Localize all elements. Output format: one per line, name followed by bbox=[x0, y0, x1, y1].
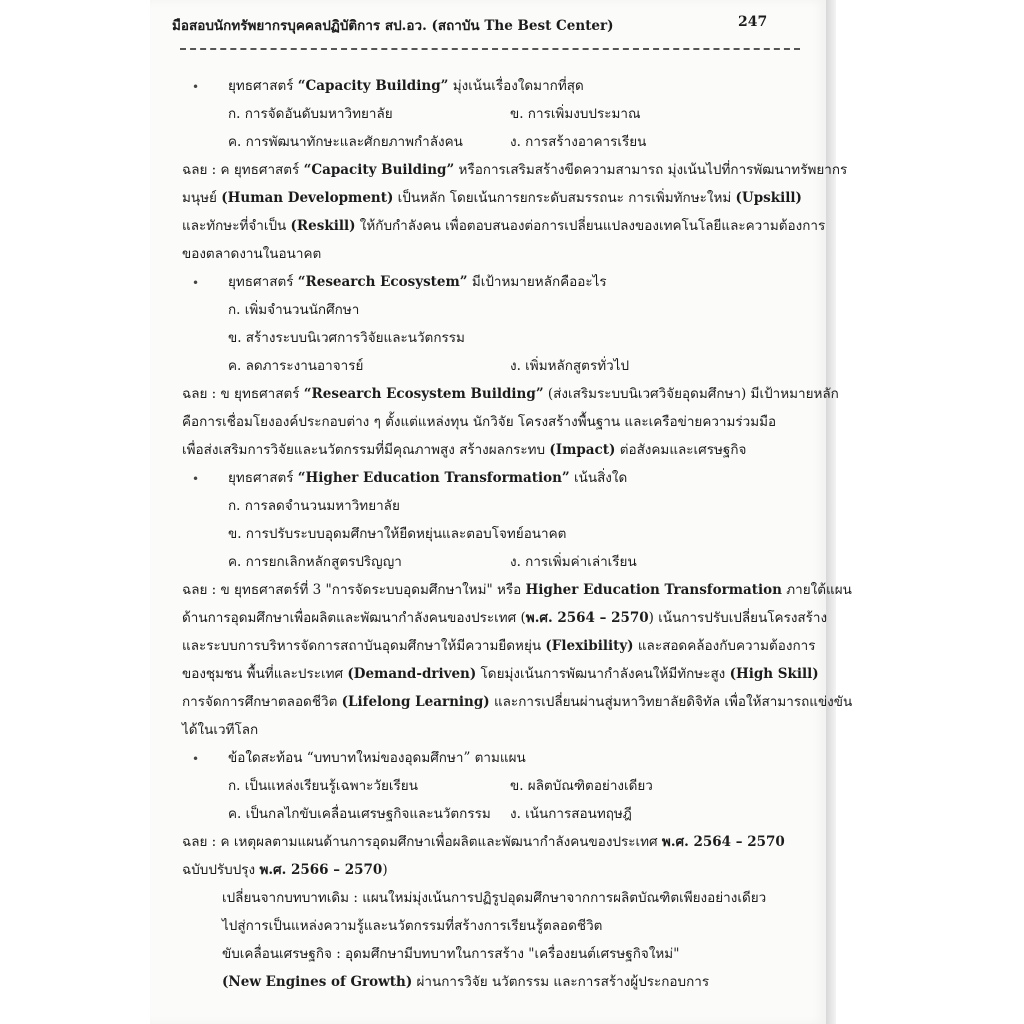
question-3-answer-line-3: และระบบการบริหารจัดการสถาบันอุดมศึกษาให้มีความยืดหยุ่น (Flexibility) และสอดคล้องกับความต้องการ bbox=[182, 638, 816, 654]
header-divider bbox=[180, 48, 800, 50]
question-marker-icon: • bbox=[192, 472, 200, 486]
question-2-option-c: ค. ลดภาระงานอาจารย์ bbox=[228, 358, 364, 374]
question-4-point-2: ไปสู่การเป็นแหล่งความรู้และนวัตกรรมที่สร้างการเรียนรู้ตลอดชีวิต bbox=[222, 918, 603, 934]
question-3-option-c: ค. การยกเลิกหลักสูตรปริญญา bbox=[228, 554, 402, 570]
page-number: 247 bbox=[738, 14, 768, 30]
question-4-answer-line-2: ฉบับปรับปรุง พ.ศ. 2566 – 2570) bbox=[182, 862, 388, 878]
question-3-answer-line-4: ของชุมชน พื้นที่และประเทศ (Demand-driven) โดยมุ่งเน้นการพัฒนากำลังคนให้มีทักษะสูง (High Skill) bbox=[182, 666, 819, 682]
question-1-answer-line-2: มนุษย์ (Human Development) เป็นหลัก โดยเน้นการยกระดับสมรรถนะ การเพิ่มทักษะใหม่ (Upskill) bbox=[182, 190, 802, 206]
question-3-stem: ยุทธศาสตร์ “Higher Education Transformation” เน้นสิ่งใด bbox=[228, 470, 628, 486]
question-1-option-c: ค. การพัฒนาทักษะและศักยภาพกำลังคน bbox=[228, 134, 463, 150]
question-4-option-d: ง. เน้นการสอนทฤษฎี bbox=[510, 806, 632, 822]
question-marker-icon: • bbox=[192, 276, 200, 290]
question-3-answer-line-6: ได้ในเวทีโลก bbox=[182, 722, 259, 738]
question-1-answer-line-4: ของตลาดงานในอนาคต bbox=[182, 246, 322, 262]
book-spine-shadow bbox=[826, 0, 836, 1024]
question-4-point-4: (New Engines of Growth) ผ่านการวิจัย นวัตกรรม และการสร้างผู้ประกอบการ bbox=[222, 974, 710, 990]
question-3-option-a: ก. การลดจำนวนมหาวิทยาลัย bbox=[228, 498, 400, 514]
question-1-option-b: ข. การเพิ่มงบประมาณ bbox=[510, 106, 641, 122]
question-4-option-a: ก. เป็นแหล่งเรียนรู้เฉพาะวัยเรียน bbox=[228, 778, 418, 794]
question-3-answer-line-1: ฉลย : ข ยุทธศาสตร์ที่ 3 "การจัดระบบอุดมศึกษาใหม่" หรือ Higher Education Transformation ภายใต้แผน bbox=[182, 582, 852, 598]
question-4-option-b: ข. ผลิตบัณฑิตอย่างเดียว bbox=[510, 778, 653, 794]
question-4-point-1: เปลี่ยนจากบทบาทเดิม : แผนใหม่มุ่งเน้นการปฏิรูปอุดมศึกษาจากการผลิตบัณฑิตเพียงอย่างเดียว bbox=[222, 890, 767, 906]
question-marker-icon: • bbox=[192, 752, 200, 766]
running-header: มือสอบนักทรัพยากรบุคคลปฏิบัติการ สป.อว. (สถาบัน The Best Center) bbox=[172, 18, 614, 34]
question-3-option-b: ข. การปรับระบบอุดมศึกษาให้ยืดหยุ่นและตอบโจทย์อนาคต bbox=[228, 526, 567, 542]
question-2-stem: ยุทธศาสตร์ “Research Ecosystem” มีเป้าหมายหลักคืออะไร bbox=[228, 274, 607, 290]
question-4-stem: ข้อใดสะท้อน “บทบาทใหม่ของอุดมศึกษา” ตามแผน bbox=[228, 750, 526, 766]
question-2-option-a: ก. เพิ่มจำนวนนักศึกษา bbox=[228, 302, 360, 318]
question-3-answer-line-2: ด้านการอุดมศึกษาเพื่อผลิตและพัฒนากำลังคนของประเทศ (พ.ศ. 2564 – 2570) เน้นการปรับเปลี่ยนโครงสร้าง bbox=[182, 610, 828, 626]
question-2-answer-line-2: คือการเชื่อมโยงองค์ประกอบต่าง ๆ ตั้งแต่แหล่งทุน นักวิจัย โครงสร้างพื้นฐาน และเครือข่ายความร่วมมือ bbox=[182, 414, 777, 430]
question-2-option-d: ง. เพิ่มหลักสูตรทั่วไป bbox=[510, 358, 630, 374]
question-3-answer-line-5: การจัดการศึกษาตลอดชีวิต (Lifelong Learning) และการเปลี่ยนผ่านสู่มหาวิทยาลัยดิจิทัล เพื่อให้สามารถแข่งขัน bbox=[182, 694, 853, 710]
question-2-answer-line-1: ฉลย : ข ยุทธศาสตร์ “Research Ecosystem Building” (ส่งเสริมระบบนิเวศวิจัยอุดมศึกษา) มีเป้าหมายหลัก bbox=[182, 386, 839, 402]
question-2-option-b: ข. สร้างระบบนิเวศการวิจัยและนวัตกรรม bbox=[228, 330, 465, 346]
question-3-option-d: ง. การเพิ่มค่าเล่าเรียน bbox=[510, 554, 637, 570]
question-4-point-3: ขับเคลื่อนเศรษฐกิจ : อุดมศึกษามีบทบาทในการสร้าง "เครื่องยนต์เศรษฐกิจใหม่" bbox=[222, 946, 680, 962]
question-1-option-d: ง. การสร้างอาคารเรียน bbox=[510, 134, 647, 150]
question-1-option-a: ก. การจัดอันดับมหาวิทยาลัย bbox=[228, 106, 393, 122]
question-marker-icon: • bbox=[192, 80, 200, 94]
question-1-answer-line-1: ฉลย : ค ยุทธศาสตร์ “Capacity Building” หรือการเสริมสร้างขีดความสามารถ มุ่งเน้นไปที่การพัฒนาทรัพยากร bbox=[182, 162, 848, 178]
question-4-option-c: ค. เป็นกลไกขับเคลื่อนเศรษฐกิจและนวัตกรรม bbox=[228, 806, 491, 822]
question-1-stem: ยุทธศาสตร์ “Capacity Building” มุ่งเน้นเรื่องใดมากที่สุด bbox=[228, 78, 584, 94]
question-4-answer-line-1: ฉลย : ค เหตุผลตามแผนด้านการอุดมศึกษาเพื่อผลิตและพัฒนากำลังคนของประเทศ พ.ศ. 2564 – 2570 bbox=[182, 834, 785, 850]
question-1-answer-line-3: และทักษะที่จำเป็น (Reskill) ให้กับกำลังคน เพื่อตอบสนองต่อการเปลี่ยนแปลงของเทคโนโลยีและความต้องการ bbox=[182, 218, 826, 234]
question-2-answer-line-3: เพื่อส่งเสริมการวิจัยและนวัตกรรมที่มีคุณภาพสูง สร้างผลกระทบ (Impact) ต่อสังคมและเศรษฐกิจ bbox=[182, 442, 747, 458]
